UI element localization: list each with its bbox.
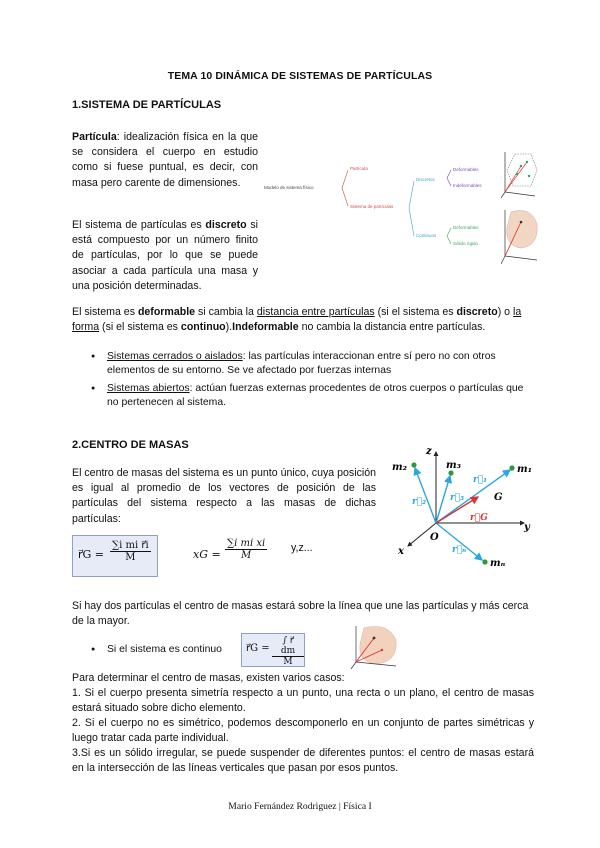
deform-t7: no cambia la distancia entre partículas.	[298, 321, 486, 334]
r3-label: r⃗₃	[450, 493, 465, 503]
y-label: y	[524, 522, 530, 533]
deform-t1: El sistema es	[72, 306, 138, 318]
diagram-particula: Partícula	[350, 166, 368, 171]
m1-point	[509, 465, 514, 470]
case-3: 3.Si es un sólido irregular, se puede suspender de diferentes puntos: el centro de masas estará en la intersección de las líneas verticales que pasan por esos puntos.	[72, 747, 534, 774]
formula-rg-num: ∑i mi r⃗i	[112, 540, 149, 551]
diagram-deformables-1: Deformables	[453, 167, 479, 172]
formula-cont-num: ∫ r⃗ dm	[272, 636, 304, 657]
deform-t2: si cambia la	[195, 306, 257, 318]
deform-t6: ).	[225, 321, 233, 334]
rn-label: r⃗ₙ	[452, 545, 467, 555]
list-item	[89, 382, 529, 411]
deform-continuo: continuo	[180, 321, 226, 334]
diagram-solido-rigido: Sólido rígido	[453, 241, 479, 246]
discreto-pre: El sistema de partículas es	[72, 219, 206, 231]
z-label: z	[426, 446, 432, 457]
deformable-paragraph	[72, 305, 534, 335]
discreto-post: si está compuesto por un número finito de partículas, por lo que se puede asociar a cada partícula una masa y una posición determinadas.	[72, 219, 258, 292]
diagram-discretos: Discretos	[416, 177, 435, 182]
case-2: 2. Si el cuerpo no es simétrico, podemos descomponerlo en un conjunto de partes simétricas y luego tratar cada parte individual.	[72, 717, 534, 744]
case-1: 1. Si el cuerpo presenta simetría respecto a un punto, una recta o un plano, el centro de masas estará situado sobre dicho elemento.	[72, 687, 534, 714]
m2-point	[411, 462, 416, 467]
particula-definition	[72, 130, 258, 191]
r2-label: r⃗₂	[412, 497, 427, 507]
diagram-deformables-2: Deformables	[453, 225, 479, 230]
classification-lines	[264, 148, 534, 266]
deform-t5: (si el sistema es	[99, 321, 181, 334]
formula-xg	[193, 535, 283, 575]
deform-distancia: distancia entre partículas	[256, 306, 375, 318]
formula-xg-lhs: xG =	[193, 548, 221, 561]
center-of-mass-figure	[388, 444, 538, 572]
formula-xg-den: M	[240, 550, 252, 561]
discreto-term: discreto	[205, 219, 247, 231]
deform-forma: la forma	[72, 306, 522, 334]
deform-t4: ) o	[497, 306, 514, 318]
bullet-term: Sistemas cerrados o aislados	[107, 351, 243, 362]
section-1-heading: 1.SISTEMA DE PARTÍCULAS	[72, 99, 222, 111]
section-2-heading: 2.CENTRO DE MASAS	[72, 439, 189, 451]
formula-cont-den: M	[283, 657, 293, 667]
discrete-system-thumbnail	[501, 148, 539, 200]
formula-cont-lhs: r⃗G =	[246, 643, 270, 654]
rg-label: r⃗G	[470, 513, 488, 523]
page-title: TEMA 10 DINÁMICA DE SISTEMAS DE PARTÍCULAS	[167, 70, 433, 82]
bullet-text: : actúan fuerzas externas procedentes de otros cuerpos o partículas que no pertenecen al sistema.	[107, 382, 524, 409]
center-of-mass-intro: El centro de masas del sistema es un punto único, cuya posición es igual al promedio de los vectores de posición de las partículas del sistema respecto a las masas de dichas partículas:	[72, 467, 376, 525]
m2-label: m₂	[392, 462, 407, 473]
discreto-definition	[72, 218, 258, 294]
continuous-system-thumbnail	[501, 206, 539, 266]
deform-discreto: discreto	[456, 306, 498, 318]
formula-rg	[72, 535, 158, 577]
bullet-term: Sistemas abiertos	[107, 382, 190, 394]
deform-t3: (si el sistema es	[374, 306, 457, 318]
r2-vector	[415, 468, 436, 523]
classification-diagram	[264, 148, 534, 266]
particula-text: : idealización física en la que se considera el cuerpo en estudio como si fuese puntual, es decir, con masa pero carente de dimensiones.	[72, 131, 258, 189]
deform-indeformable: Indeformable	[232, 321, 299, 334]
bullet-text: : las partículas interaccionan entre sí pero no con otros elementos de su entorno. Se ve afectado por fuerzas internas	[107, 351, 496, 377]
diagram-root: Modelo de sistema físico	[264, 185, 314, 190]
list-item: ● Si el sistema es continuo	[89, 643, 249, 657]
yz-note: y,z...	[291, 542, 313, 554]
formula-cont-fraction	[272, 636, 304, 667]
list-item	[89, 350, 529, 379]
system-types-list	[89, 350, 529, 414]
x-label: x	[398, 546, 404, 557]
formula-xg-num: ∑i mi xi	[227, 538, 266, 549]
formula-rg-lhs: r⃗G =	[78, 548, 105, 561]
m3-label: m₃	[446, 460, 461, 471]
deform-deformable: deformable	[137, 306, 196, 318]
mn-point	[482, 559, 487, 564]
page-footer: Mario Fernández Rodriguez | Física I	[228, 801, 372, 812]
g-label: G	[494, 492, 503, 503]
determinar-intro: Para determinar el centro de masas, existen varios casos:	[72, 672, 345, 684]
formula-rg-den: M	[125, 552, 136, 563]
diagram-continuos: Continuos	[416, 233, 437, 238]
continuous-list	[89, 643, 249, 660]
diagram-sistema: Sistema de partículas	[350, 204, 394, 209]
continuous-body-figure	[350, 622, 400, 670]
origin-label: O	[430, 532, 439, 543]
mn-label: mₙ	[490, 558, 506, 569]
r1-label: r⃗₁	[473, 475, 488, 485]
formula-xg-fraction	[225, 538, 267, 561]
two-particles-paragraph: Si hay dos partículas el centro de masas estará sobre la línea que une las partículas y más cerca de la mayor.	[72, 600, 529, 628]
m3-point	[448, 470, 453, 475]
particula-term: Partícula	[72, 131, 117, 143]
formula-continuous	[241, 633, 305, 667]
formula-rg-fraction	[110, 540, 151, 563]
diagram-indeformables: Indeformables	[453, 183, 482, 188]
m1-label: m₁	[517, 464, 532, 475]
